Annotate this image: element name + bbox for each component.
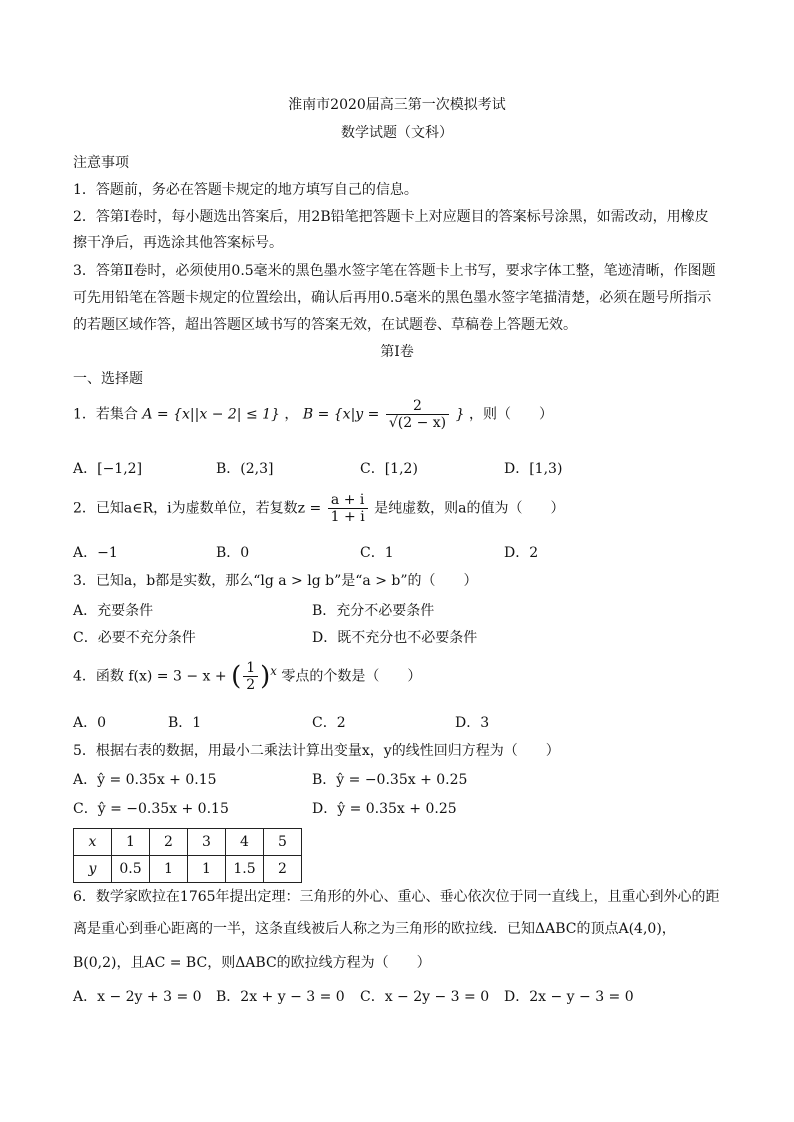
q4-fraction [243,660,258,693]
q1-option-d: D．[1,3) [504,461,563,477]
q4-option-a: A．0 [73,715,107,731]
q1-set-b-right: } [455,406,465,423]
notice-item-3-line-2: 可先用铅笔在答题卡规定的位置绘出，确认后再用0.5毫米的黑色墨水签字笔描清楚，必须在题号所指示 [73,290,712,306]
q3-option-b: B．充分不必要条件 [312,603,435,619]
q4-right-paren: ) [260,661,271,692]
table-cell: 3 [188,829,226,856]
q5-option-a: A．ŷ = 0.35x + 0.15 [73,772,217,788]
exam-subtitle: 数学试题（文科） [341,125,453,141]
q5-option-b: B．ŷ = −0.35x + 0.25 [312,772,468,788]
q4-prefix: 4．函数 f(x) = 3 − x + [73,668,227,685]
q1-option-c: C．[1,2) [360,461,418,477]
table-cell: 5 [264,829,302,856]
q6-option-c: C．x − 2y − 3 = 0 [360,989,490,1005]
q2-option-b: B．0 [216,545,250,561]
table-row [74,856,302,883]
q4-option-b: B．1 [168,715,202,731]
table-cell: x [74,829,112,856]
section-heading: 一、选择题 [73,371,143,387]
question-6-line-3: B(0,2)，且AC = BC，则ΔABC的欧拉线方程为（ ） [73,955,431,971]
q2-suffix: 是纯虚数，则a的值为（ ） [374,500,565,517]
table-cell: 4 [226,829,264,856]
q3-option-a: A．充要条件 [73,603,154,619]
q4-suffix: 零点的个数是（ ） [281,668,422,685]
question-5: 5．根据右表的数据，用最小二乘法计算出变量x，y的线性回归方程为（ ） [73,743,560,759]
question-6-line-2: 离是重心到垂心距离的一半，这条直线被后人称之为三角形的欧拉线．已知ΔABC的顶点A(4,0)， [73,921,676,937]
q2-fraction [328,492,368,525]
q2-fraction-denominator: 1 + i [330,509,365,525]
q1-prefix: 1．若集合 [73,406,138,423]
q4-exponent: x [270,663,277,678]
q5-option-d: D．ŷ = 0.35x + 0.25 [312,801,457,817]
question-1 [73,398,724,431]
q5-data-table [73,828,302,883]
q1-set-b-left: B = {x|y = [302,406,380,423]
q1-set-a: A = {x||x − 2| ≤ 1} [142,406,280,423]
table-row [74,829,302,856]
table-cell: 1 [188,856,226,883]
notice-item-2-line-1: 2．答第Ⅰ卷时，每小题选出答案后，用2B铅笔把答题卡上对应题目的答案标号涂黑，如需改动，用橡皮 [73,209,709,225]
q1-suffix: ，则（ ） [468,406,553,423]
q5-option-c: C．ŷ = −0.35x + 0.15 [73,801,229,817]
q1-fraction [386,398,449,431]
table-cell: 1.5 [226,856,264,883]
notice-heading: 注意事项 [73,155,129,171]
q4-left-paren: ( [231,661,242,692]
notice-item-3-line-3: 的若题区域作答，超出答题区域书写的答案无效，在试题卷、草稿卷上答题无效。 [73,317,577,333]
q4-option-c: C．2 [312,715,346,731]
table-cell: 2 [264,856,302,883]
q2-prefix: 2．已知a∈R，i为虚数单位，若复数z = [73,500,322,517]
q3-option-d: D．既不充分也不必要条件 [312,630,478,646]
q6-option-d: D．2x − y − 3 = 0 [504,989,634,1005]
q1-separator: ， [284,406,299,423]
q1-fraction-denominator: √(2 − x) [388,415,447,431]
q3-option-c: C．必要不充分条件 [73,630,196,646]
table-cell: 1 [150,856,188,883]
q2-fraction-numerator: a + i [328,492,368,509]
table-cell: y [74,856,112,883]
notice-item-3-line-1: 3．答第Ⅱ卷时，必须使用0.5毫米的黑色墨水签字笔在答题卡上书写，要求字体工整，笔迹清晰，作图题 [73,263,716,279]
notice-item-1: 1．答题前，务必在答题卡规定的地方填写自己的信息。 [73,182,418,198]
table-cell: 2 [150,829,188,856]
q1-option-a: A．[−1,2] [73,461,143,477]
table-cell: 0.5 [112,856,150,883]
question-2 [73,492,724,525]
q4-fraction-numerator: 1 [243,660,258,677]
q4-fraction-denominator: 2 [246,677,256,693]
q4-option-d: D．3 [455,715,490,731]
question-6-line-1: 6．数学家欧拉在1765年提出定理：三角形的外心、重心、垂心依次位于同一直线上，且重心到外心的距 [73,889,720,905]
q2-option-c: C．1 [360,545,394,561]
table-cell: 1 [112,829,150,856]
q1-option-b: B．(2,3] [216,461,274,477]
exam-title: 淮南市2020届高三第一次模拟考试 [288,97,506,113]
q2-option-a: A．−1 [73,545,118,561]
volume-heading: 第Ⅰ卷 [380,344,414,360]
question-3: 3．已知a，b都是实数，那么“lg a > lg b”是“a > b”的（ ） [73,573,478,589]
notice-item-2-line-2: 擦干净后，再选涂其他答案标号。 [73,235,283,251]
q6-option-b: B．2x + y − 3 = 0 [216,989,345,1005]
q1-fraction-numerator: 2 [386,398,449,415]
question-4 [73,660,724,693]
q6-option-a: A．x − 2y + 3 = 0 [73,989,202,1005]
q2-option-d: D．2 [504,545,539,561]
